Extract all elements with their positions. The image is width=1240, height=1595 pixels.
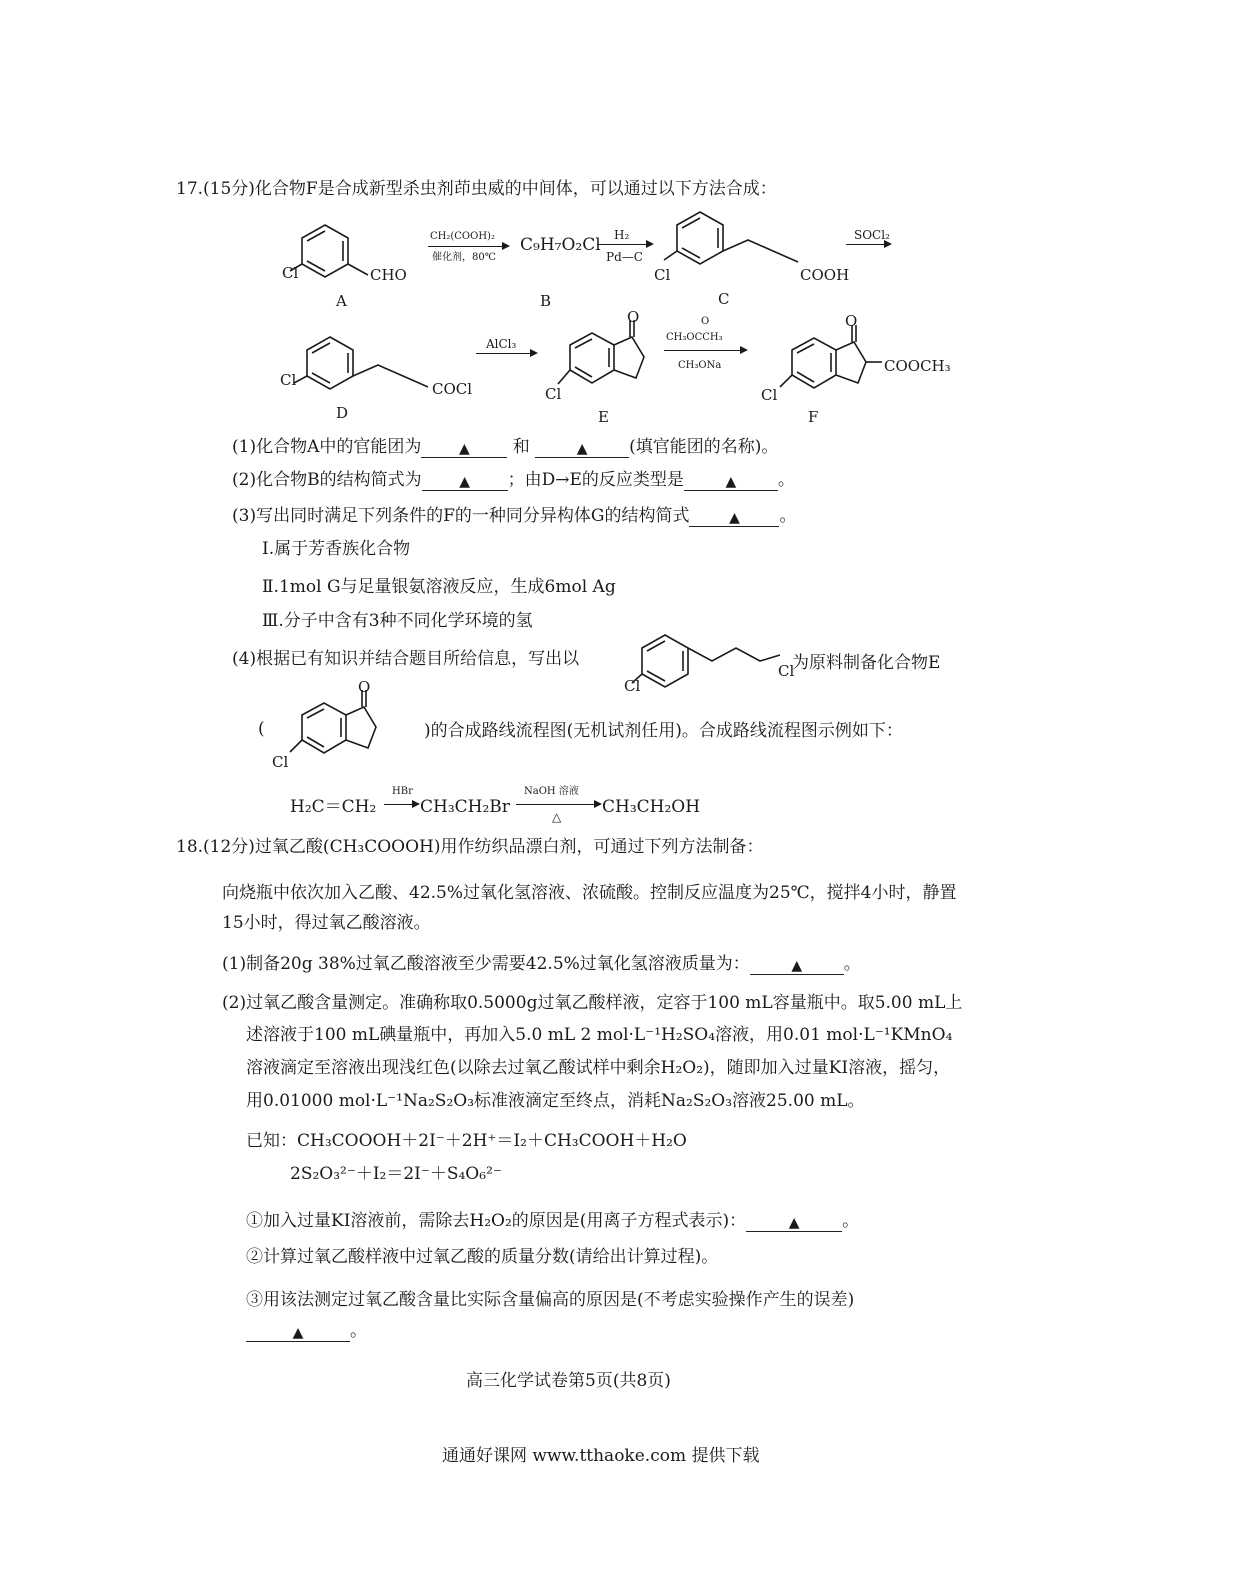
q18-sub1 bbox=[246, 1210, 859, 1232]
label-b: B bbox=[540, 292, 552, 310]
q17-part1 bbox=[232, 436, 778, 458]
q18-sub3: ③用该法测定过氧乙酸含量比实际含量偏高的原因是(不考虑实验操作产生的误差) bbox=[246, 1290, 855, 1310]
q18-part1-post: 。 bbox=[843, 954, 861, 974]
q18-equation-2: 2S₂O₃²⁻＋I₂＝2I⁻＋S₄O₆²⁻ bbox=[290, 1164, 502, 1184]
answer-marker: ▲ bbox=[459, 474, 470, 490]
cooch3-group: COOCH₃ bbox=[884, 357, 951, 375]
answer-blank-18-3[interactable] bbox=[246, 1321, 350, 1342]
q18-part1 bbox=[222, 953, 861, 975]
answer-marker: ▲ bbox=[791, 958, 803, 974]
reagent-1-bottom: 催化剂，80℃ bbox=[432, 252, 496, 263]
cho-group: CHO bbox=[370, 266, 407, 284]
starting-material-structure bbox=[620, 625, 800, 700]
q18-part2-line4: 用0.01000 mol·L⁻¹Na₂S₂O₃标准液滴定至终点，消耗Na₂S₂O₃溶液25.00 mL。 bbox=[246, 1091, 865, 1111]
q18-procedure-line2: 15小时，得过氧乙酸溶液。 bbox=[222, 913, 431, 933]
q18-part2-line1: (2)过氧乙酸含量测定。准确称取0.5000g过氧乙酸样液，定容于100 mL容量瓶中。取5.00 mL上 bbox=[222, 993, 963, 1013]
q18-sub3-post: 。 bbox=[350, 1321, 367, 1341]
answer-blank-18-2[interactable] bbox=[746, 1211, 842, 1232]
reagent-2-bottom: Pd—C bbox=[606, 250, 643, 264]
q18-sub1-post: 。 bbox=[842, 1211, 860, 1231]
label-c: C bbox=[718, 290, 730, 308]
answer-marker: ▲ bbox=[576, 441, 588, 457]
q17-part4-post: 为原料制备化合物E bbox=[792, 653, 941, 673]
answer-marker: ▲ bbox=[729, 510, 740, 526]
reaction-arrow-2 bbox=[597, 244, 652, 245]
q18-sub3-answer bbox=[246, 1320, 367, 1342]
cl-group-start: Cl bbox=[624, 677, 641, 695]
compound-a-structure bbox=[280, 215, 430, 285]
example-heat-symbol: △ bbox=[552, 810, 562, 824]
carbonyl-o-e: O bbox=[627, 308, 640, 326]
cl-group-a: Cl bbox=[282, 264, 299, 282]
cl-group-start-chain: Cl bbox=[778, 662, 795, 680]
label-a: A bbox=[336, 292, 347, 310]
carbonyl-o-target: O bbox=[358, 678, 371, 696]
q17-part3-post: 。 bbox=[779, 506, 797, 526]
answer-blank-2a[interactable] bbox=[422, 470, 508, 491]
example-bromoethane: CH₃CH₂Br bbox=[420, 797, 510, 817]
cl-group-target: Cl bbox=[272, 753, 289, 771]
q18-sub2: ②计算过氧乙酸样液中过氧乙酸的质量分数(请给出计算过程)。 bbox=[246, 1247, 719, 1267]
q17-part1-text: (1)化合物A中的官能团为 bbox=[232, 437, 422, 457]
label-e: E bbox=[598, 408, 609, 426]
answer-blank-3[interactable] bbox=[689, 506, 779, 527]
example-ethanol: CH₃CH₂OH bbox=[602, 797, 701, 817]
q18-header: 18.(12分)过氧乙酸(CH₃COOOH)用作纺织品漂白剂，可通过下列方法制备： bbox=[176, 837, 764, 857]
example-reagent-naoh: NaOH 溶液 bbox=[524, 786, 579, 797]
cl-group-d: Cl bbox=[280, 371, 297, 389]
cocl-group: COCl bbox=[432, 380, 473, 398]
answer-blank-1b[interactable] bbox=[535, 437, 629, 458]
q18-part1-text: (1)制备20g 38%过氧乙酸溶液至少需要42.5%过氧化氢溶液质量为： bbox=[222, 954, 750, 974]
condition-3: Ⅲ.分子中含有3种不同化学环境的氢 bbox=[262, 611, 533, 631]
q18-procedure-line1: 向烧瓶中依次加入乙酸、42.5%过氧化氢溶液、浓硫酸。控制反应温度为25℃，搅拌4小时，静置 bbox=[222, 883, 957, 903]
q17-part3-text: (3)写出同时满足下列条件的F的一种同分异构体G的结构简式 bbox=[232, 506, 690, 526]
cl-group-f: Cl bbox=[761, 386, 778, 404]
q17-part1-and: 和 bbox=[512, 437, 530, 457]
reagent-2-top: H₂ bbox=[614, 228, 630, 242]
q17-part1-post: (填官能团的名称)。 bbox=[629, 437, 779, 457]
reagent-3-top: SOCl₂ bbox=[854, 228, 890, 242]
formula-b: C₉H₇O₂Cl bbox=[520, 235, 601, 255]
q17-part4-text: (4)根据已有知识并结合题目所给信息，写出以 bbox=[232, 649, 580, 669]
example-ethene: H₂C＝CH₂ bbox=[290, 797, 377, 817]
q17-part2-post: 。 bbox=[777, 470, 795, 490]
example-arrow-1 bbox=[384, 804, 418, 805]
label-d: D bbox=[336, 404, 349, 422]
answer-marker: ▲ bbox=[725, 474, 737, 490]
reagent-1-top: CH₂(COOH)₂ bbox=[430, 231, 495, 242]
answer-marker: ▲ bbox=[458, 441, 470, 457]
q18-part2-line2: 述溶液于100 mL碘量瓶中，再加入5.0 mL 2 mol·L⁻¹H₂SO₄溶液，用0.01 mol·L⁻¹KMnO₄ bbox=[246, 1025, 953, 1045]
reaction-arrow-1 bbox=[428, 246, 508, 247]
q17-part2 bbox=[232, 469, 795, 491]
example-reagent-hbr: HBr bbox=[392, 786, 413, 797]
q17-part2-text: (2)化合物B的结构简式为 bbox=[232, 470, 422, 490]
answer-blank-2b[interactable] bbox=[684, 470, 778, 491]
answer-blank-1a[interactable] bbox=[421, 437, 507, 458]
paren-open: ( bbox=[258, 719, 265, 739]
condition-2: Ⅱ.1mol G与足量银氨溶液反应，生成6mol Ag bbox=[262, 577, 616, 597]
reagent-4-top: AlCl₃ bbox=[486, 337, 517, 351]
condition-1: Ⅰ.属于芳香族化合物 bbox=[262, 539, 411, 559]
reaction-arrow-4 bbox=[476, 353, 536, 354]
reagent-5-bottom: CH₃ONa bbox=[678, 360, 722, 371]
q18-part2-line3: 溶液滴定至溶液出现浅红色(以除去过氧乙酸试样中剩余H₂O₂)，随即加入过量KI溶液，摇匀， bbox=[246, 1058, 951, 1078]
answer-marker: ▲ bbox=[788, 1215, 800, 1231]
label-f: F bbox=[808, 408, 819, 426]
watermark-text: 通通好课网 www.tthaoke.com 提供下载 bbox=[442, 1446, 760, 1466]
q18-sub1-text: ①加入过量KI溶液前，需除去H₂O₂的原因是(用离子方程式表示)： bbox=[246, 1211, 747, 1231]
example-arrow-2 bbox=[516, 804, 600, 805]
q17-part4-line2: )的合成路线流程图(无机试剂任用)。合成路线流程图示例如下： bbox=[424, 721, 903, 741]
cooh-group: COOH bbox=[800, 266, 850, 284]
q17-part3 bbox=[232, 505, 796, 527]
q18-equation-1: 已知：CH₃COOOH＋2I⁻＋2H⁺＝I₂＋CH₃COOH＋H₂O bbox=[246, 1131, 687, 1151]
cl-group-c: Cl bbox=[654, 266, 671, 284]
reaction-arrow-3 bbox=[846, 244, 890, 245]
carbonyl-o-f: O bbox=[845, 312, 858, 330]
reagent-5-top: CH₃OCCH₃ bbox=[666, 332, 723, 343]
reagent-5-o: O bbox=[701, 316, 710, 327]
cl-group-e: Cl bbox=[545, 385, 562, 403]
answer-blank-18-1[interactable] bbox=[750, 954, 844, 975]
page-footer: 高三化学试卷第5页(共8页) bbox=[466, 1371, 671, 1391]
answer-marker: ▲ bbox=[292, 1325, 304, 1341]
q17-header: 17.(15分)化合物F是合成新型杀虫剂茚虫威的中间体，可以通过以下方法合成： bbox=[176, 179, 777, 199]
q17-part2-mid: ；由D→E的反应类型是 bbox=[507, 470, 684, 490]
reaction-arrow-5 bbox=[664, 350, 746, 351]
